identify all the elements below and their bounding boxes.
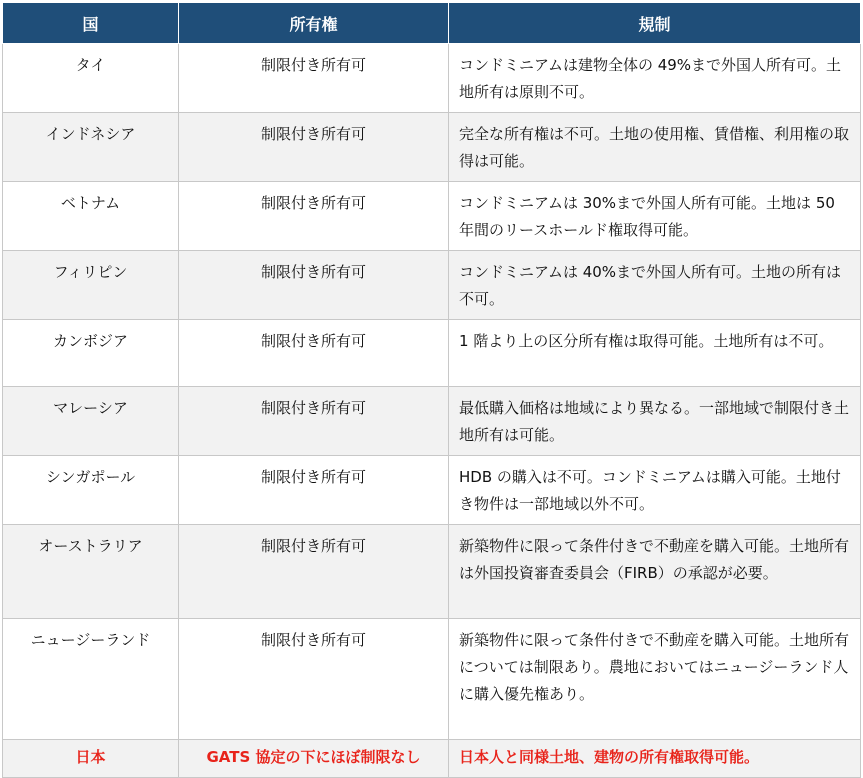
country-cell: フィリピン: [3, 251, 179, 320]
regulation-cell: 完全な所有権は不可。土地の使用権、賃借権、利用権の取得は可能。: [449, 113, 861, 182]
country-cell: ベトナム: [3, 182, 179, 251]
country-cell: タイ: [3, 44, 179, 113]
table-row: [3, 456, 861, 525]
ownership-cell: 制限付き所有可: [179, 251, 449, 320]
regulation-cell: 日本人と同様土地、建物の所有権取得可能。: [449, 740, 861, 778]
country-cell: インドネシア: [3, 113, 179, 182]
table-row: [3, 387, 861, 456]
ownership-cell: 制限付き所有可: [179, 182, 449, 251]
regulation-cell: 最低購入価格は地域により異なる。一部地域で制限付き土地所有は可能。: [449, 387, 861, 456]
country-cell: ニュージーランド: [3, 619, 179, 740]
ownership-cell: 制限付き所有可: [179, 320, 449, 387]
ownership-cell: 制限付き所有可: [179, 113, 449, 182]
table-row: [3, 182, 861, 251]
table-row: [3, 320, 861, 387]
ownership-cell: 制限付き所有可: [179, 44, 449, 113]
regulation-cell: 1 階より上の区分所有権は取得可能。土地所有は不可。: [449, 320, 861, 387]
property-ownership-table-container: [2, 2, 860, 778]
table-row: [3, 44, 861, 113]
table-row-highlight: [3, 740, 861, 778]
ownership-cell: GATS 協定の下にほぼ制限なし: [179, 740, 449, 778]
ownership-cell: 制限付き所有可: [179, 456, 449, 525]
table-row: [3, 525, 861, 619]
country-cell: オーストラリア: [3, 525, 179, 619]
ownership-cell: 制限付き所有可: [179, 619, 449, 740]
ownership-cell: 制限付き所有可: [179, 387, 449, 456]
header-country: 国: [3, 3, 179, 44]
regulation-cell: コンドミニアムは 30%まで外国人所有可能。土地は 50 年間のリースホールド権取得可能。: [449, 182, 861, 251]
regulation-cell: コンドミニアムは 40%まで外国人所有可。土地の所有は不可。: [449, 251, 861, 320]
table-header-row: [3, 3, 861, 44]
country-cell: シンガポール: [3, 456, 179, 525]
country-cell: カンボジア: [3, 320, 179, 387]
table-row: [3, 113, 861, 182]
header-ownership: 所有権: [179, 3, 449, 44]
regulation-cell: 新築物件に限って条件付きで不動産を購入可能。土地所有は外国投資審査委員会（FIRB）の承認が必要。: [449, 525, 861, 619]
regulation-cell: HDB の購入は不可。コンドミニアムは購入可能。土地付き物件は一部地域以外不可。: [449, 456, 861, 525]
regulation-cell: 新築物件に限って条件付きで不動産を購入可能。土地所有については制限あり。農地においてはニュージーランド人に購入優先権あり。: [449, 619, 861, 740]
property-ownership-table: [2, 2, 861, 778]
country-cell: 日本: [3, 740, 179, 778]
regulation-cell: コンドミニアムは建物全体の 49%まで外国人所有可。土地所有は原則不可。: [449, 44, 861, 113]
country-cell: マレーシア: [3, 387, 179, 456]
header-regulation: 規制: [449, 3, 861, 44]
table-row: [3, 251, 861, 320]
ownership-cell: 制限付き所有可: [179, 525, 449, 619]
table-row: [3, 619, 861, 740]
